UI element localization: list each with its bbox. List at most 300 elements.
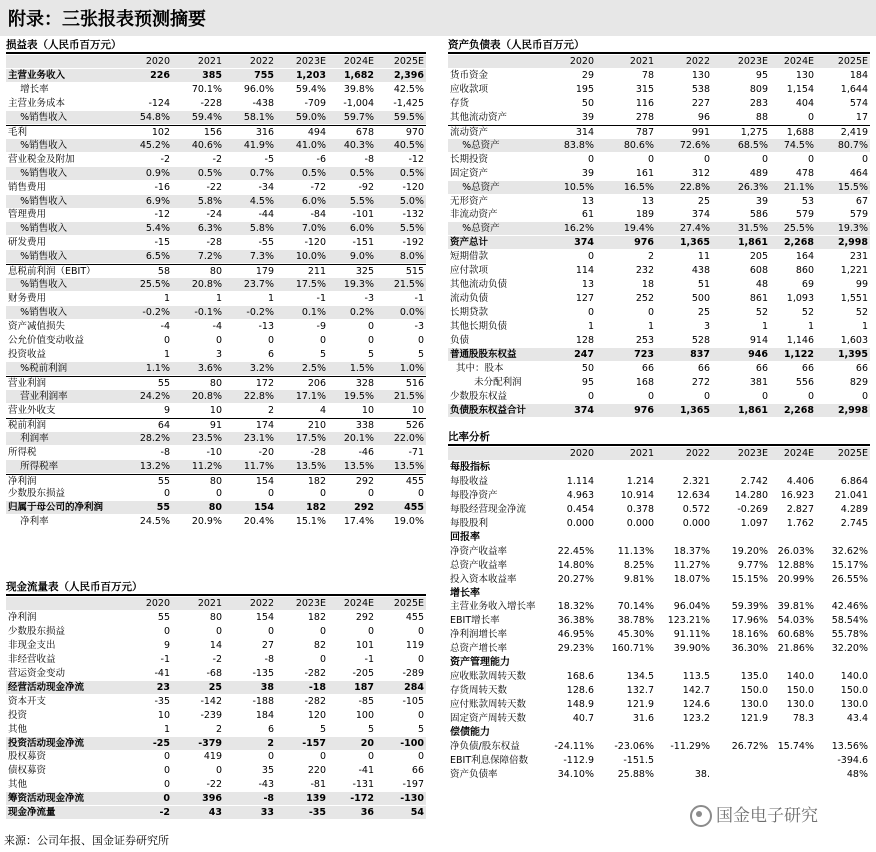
cell-value: 0.378 — [626, 503, 654, 515]
row-label: %销售收入 — [8, 251, 68, 263]
cell-value: -12 — [154, 209, 170, 221]
cell-value: 150.0 — [840, 685, 868, 697]
table-row — [448, 698, 870, 711]
cell-value: 119 — [405, 639, 424, 651]
cell-value: 154 — [255, 475, 274, 487]
cell-value: 0 — [267, 488, 274, 500]
year-header: 2023E — [295, 598, 326, 609]
cell-value: 59.0% — [295, 111, 326, 123]
cell-value: -23.06% — [614, 740, 654, 752]
cell-value: 58.1% — [243, 111, 274, 123]
right-panel — [448, 38, 870, 828]
cell-value: 500 — [691, 293, 710, 305]
row-label: 总资产增长率 — [450, 643, 508, 655]
cell-value: 135.0 — [740, 671, 768, 683]
row-label: %总资产 — [450, 181, 500, 193]
cell-value: 860 — [795, 265, 814, 277]
cell-value: 226 — [150, 69, 170, 81]
left-panel — [6, 38, 426, 828]
cell-value: 25.5% — [783, 223, 814, 235]
cell-value: -13 — [258, 321, 274, 333]
row-label: 非经营收益 — [8, 653, 56, 665]
cell-value: 12.634 — [676, 489, 710, 501]
cell-value: 0 — [367, 488, 374, 500]
cell-value: 25.5% — [139, 279, 170, 291]
cell-value: 28.2% — [139, 432, 170, 444]
table-row — [448, 167, 870, 180]
cell-value: 40.5% — [393, 139, 424, 151]
row-label: 应收账款周转天数 — [450, 671, 527, 683]
row-label: 存货周转天数 — [450, 685, 508, 697]
cell-value: 1 — [807, 321, 814, 333]
cell-value: 404 — [795, 97, 814, 109]
table-row — [6, 125, 426, 139]
ratio-group-title: 每股指标 — [450, 461, 490, 473]
cell-value: 2 — [647, 251, 654, 263]
table-row — [6, 376, 426, 390]
page-title: 附录：三张报表预测摘要 — [8, 9, 206, 30]
cell-value: 1,682 — [343, 69, 374, 81]
cell-value: 130.0 — [840, 699, 868, 711]
row-label: 普通股股东权益 — [450, 348, 517, 360]
row-label: 其他流动资产 — [450, 111, 508, 123]
cell-value: 1.097 — [740, 517, 768, 529]
cell-value: 5 — [367, 348, 374, 360]
table-row — [6, 432, 426, 445]
cell-value: 51 — [697, 279, 710, 291]
cell-value: -1 — [160, 653, 170, 665]
cell-value: 52 — [801, 307, 814, 319]
table-row — [448, 768, 870, 781]
cell-value: 13 — [581, 195, 594, 207]
cell-value: 17.4% — [343, 516, 374, 528]
cell-value: 12.88% — [777, 559, 814, 571]
cell-value: 32.62% — [831, 545, 868, 557]
cell-value: 96.0% — [243, 83, 274, 95]
cell-value: 83.8% — [563, 139, 594, 151]
table-row — [448, 404, 870, 417]
row-label: 主营业务收入增长率 — [450, 601, 536, 613]
cell-value: -22 — [206, 779, 222, 791]
cell-value: 39.90% — [673, 643, 710, 655]
cell-value: 18.07% — [673, 573, 710, 585]
cell-value: 579 — [795, 209, 814, 221]
cell-value: 586 — [749, 209, 768, 221]
cell-value: 36.30% — [731, 643, 768, 655]
row-label: 增长率 — [8, 83, 49, 95]
cell-value: 39 — [581, 167, 594, 179]
row-label: %销售收入 — [8, 167, 68, 179]
row-label: 现金净流量 — [8, 807, 56, 819]
cell-value: 4.5% — [249, 195, 274, 207]
cell-value: 160.71% — [611, 643, 654, 655]
cell-value: 5.5% — [349, 195, 374, 207]
cell-value: 55 — [157, 475, 170, 487]
cell-value: -105 — [402, 695, 424, 707]
cell-value: -22 — [206, 181, 222, 193]
year-header: 2020 — [145, 56, 170, 67]
table-row — [6, 250, 426, 263]
row-label: 净利率 — [8, 516, 49, 528]
table-row — [448, 362, 870, 375]
cell-value: -131 — [352, 779, 374, 791]
cell-value: 33 — [260, 807, 274, 819]
cell-value: 96 — [697, 111, 710, 123]
cell-value: 608 — [749, 265, 768, 277]
cell-value: 80.6% — [623, 139, 654, 151]
cell-value: 22.0% — [393, 432, 424, 444]
cell-value: 91.11% — [673, 629, 710, 641]
cell-value: -282 — [304, 667, 326, 679]
year-header: 2020 — [569, 56, 594, 67]
cell-value: 91 — [209, 419, 222, 431]
table-row — [6, 515, 426, 528]
table-row — [6, 167, 426, 180]
cell-value: 0 — [861, 390, 868, 402]
cell-value: 164 — [795, 251, 814, 263]
row-label: 未分配利润 — [450, 376, 522, 388]
table-row — [6, 764, 426, 777]
cell-value: 150.0 — [786, 685, 814, 697]
cell-value: 0 — [647, 307, 654, 319]
row-label: 净负债/股东权益 — [450, 740, 520, 752]
cell-value: 9.0% — [349, 251, 374, 263]
cell-value: 59.4% — [295, 83, 326, 95]
cell-value: 210 — [307, 419, 326, 431]
cell-value: 528 — [691, 335, 710, 346]
cell-value: 17.5% — [295, 279, 326, 291]
cell-value: 187 — [354, 681, 374, 693]
cell-value: 13.5% — [343, 460, 374, 472]
cell-value: 19.3% — [343, 279, 374, 291]
cell-value: 0.9% — [145, 167, 170, 179]
cell-value: 5.4% — [145, 223, 170, 235]
cell-value: 59.7% — [343, 111, 374, 123]
table-row — [448, 628, 870, 641]
cell-value: 17.96% — [731, 615, 768, 627]
cell-value: 39 — [581, 111, 594, 123]
cell-value: -228 — [200, 97, 222, 109]
cell-value: 0 — [587, 251, 594, 263]
cell-value: 18.16% — [731, 629, 768, 641]
cell-value: 20.9% — [191, 516, 222, 528]
cell-value: 2.321 — [682, 475, 710, 487]
table-row — [448, 573, 870, 586]
table-row — [448, 740, 870, 753]
ratio-group-title: 偿债能力 — [450, 727, 490, 738]
row-label: 经营活动现金净流 — [8, 681, 85, 693]
table-row — [6, 639, 426, 652]
table-row — [6, 474, 426, 488]
table-row — [6, 792, 426, 805]
cell-value: 10.5% — [563, 181, 594, 193]
cell-value: -112.9 — [563, 754, 594, 766]
cell-value: 88 — [755, 111, 768, 123]
cell-value: 0 — [215, 765, 222, 777]
cell-value: -100 — [400, 737, 424, 749]
year-header: 2022 — [249, 598, 274, 609]
cell-value: 21.5% — [393, 279, 424, 291]
table-row — [448, 222, 870, 235]
cell-value: 0 — [367, 321, 374, 333]
cell-value: 312 — [691, 167, 710, 179]
cell-value: 0 — [807, 111, 814, 123]
cell-value: 25 — [208, 681, 222, 693]
cell-value: 0 — [647, 153, 654, 165]
cell-value: -3 — [414, 321, 424, 333]
row-label: 资产减值损失 — [8, 321, 66, 333]
row-label: 固定资产周转天数 — [450, 713, 527, 725]
cell-value: 23.7% — [243, 279, 274, 291]
cell-value: 154 — [254, 502, 274, 514]
cell-value: 24.5% — [139, 516, 170, 528]
cell-value: 45.2% — [139, 139, 170, 151]
cell-value: 50 — [581, 362, 594, 374]
table-row — [448, 278, 870, 291]
cell-value: 19.20% — [731, 545, 768, 557]
cell-value: 19.4% — [623, 223, 654, 235]
cell-value: -43 — [258, 779, 274, 791]
cell-value: 252 — [635, 293, 654, 305]
cell-value: 46.95% — [557, 629, 594, 641]
cell-value: 0 — [215, 625, 222, 637]
row-label: %总资产 — [450, 139, 500, 151]
cell-value: 1.214 — [626, 475, 654, 487]
cell-value: -46 — [358, 446, 374, 458]
row-label: %税前利润 — [8, 362, 68, 374]
table-row — [6, 418, 426, 432]
row-label: %销售收入 — [8, 223, 68, 235]
table-row — [6, 153, 426, 166]
table-row — [6, 611, 426, 624]
cell-value: 128 — [575, 335, 594, 346]
table-row — [6, 404, 426, 417]
row-label: 总资产收益率 — [450, 559, 508, 571]
cell-value: 15.1% — [295, 516, 326, 528]
cell-value: -11.29% — [670, 740, 710, 752]
cell-value: -282 — [304, 695, 326, 707]
table-row — [6, 97, 426, 110]
cell-value: 2.742 — [740, 475, 768, 487]
ratios-header-row — [448, 447, 870, 460]
cell-value: 2 — [267, 404, 274, 416]
cell-value: 22.8% — [679, 181, 710, 193]
cell-value: 42.5% — [393, 83, 424, 95]
cell-value: 5 — [319, 348, 326, 360]
cell-value: 0 — [267, 335, 274, 346]
cell-value: 80 — [209, 266, 222, 278]
balance-header-row — [448, 55, 870, 68]
cell-value: 102 — [151, 126, 170, 138]
cell-value: 0 — [319, 335, 326, 346]
cell-value: 755 — [254, 69, 274, 81]
cell-value: -0.2% — [142, 307, 170, 319]
row-label: 无形资产 — [450, 195, 489, 207]
cell-value: 976 — [634, 237, 654, 249]
row-label: %销售收入 — [8, 279, 68, 291]
cell-value: 36 — [360, 807, 374, 819]
table-row — [448, 236, 870, 249]
cell-value: 39.81% — [777, 601, 814, 613]
table-row — [6, 195, 426, 208]
cell-value: 27.4% — [679, 223, 710, 235]
table-row — [448, 153, 870, 166]
row-label: 每股股利 — [450, 517, 489, 529]
cell-value: 1.0% — [399, 362, 424, 374]
row-label: %销售收入 — [8, 195, 68, 207]
cell-value: 538 — [691, 83, 710, 95]
cell-value: 26.72% — [731, 740, 768, 752]
row-label: 资产负债率 — [450, 768, 498, 780]
row-label: 营运资金变动 — [8, 667, 66, 679]
table-row — [448, 489, 870, 502]
year-header: 2024E — [783, 448, 814, 459]
cell-value: 20.27% — [557, 573, 594, 585]
cell-value: 113.5 — [682, 671, 710, 683]
income-header-row — [6, 55, 426, 68]
cell-value: 6.5% — [145, 251, 170, 263]
table-row — [6, 723, 426, 736]
cell-value: 32.20% — [831, 643, 868, 655]
cell-value: -239 — [200, 709, 222, 721]
row-label: 营业利润率 — [8, 390, 68, 402]
cell-value: -192 — [402, 237, 424, 249]
table-row — [6, 222, 426, 235]
cell-value: 19.3% — [837, 223, 868, 235]
cell-value: 72.6% — [679, 139, 710, 151]
year-header: 2021 — [197, 56, 222, 67]
cell-value: 26.55% — [831, 573, 868, 585]
cell-value: 253 — [635, 335, 654, 346]
cell-value: 7.0% — [301, 223, 326, 235]
row-label: %销售收入 — [8, 139, 68, 151]
table-row — [448, 195, 870, 208]
cell-value: 1.762 — [786, 517, 814, 529]
year-header: 2022 — [249, 56, 274, 67]
cell-value: 66 — [697, 362, 710, 374]
table-row — [448, 390, 870, 403]
cell-value: 17.1% — [295, 390, 326, 402]
ratios-table-title: 比率分析 — [448, 431, 490, 443]
table-row — [448, 264, 870, 277]
cell-value: 7.3% — [249, 251, 274, 263]
cell-value: 123.21% — [667, 615, 710, 627]
row-label: 应付款项 — [450, 265, 489, 277]
cell-value: 42.46% — [831, 601, 868, 613]
cell-value: 0 — [163, 765, 170, 777]
cell-value: 48% — [846, 768, 868, 780]
row-label: 利润率 — [8, 432, 49, 444]
cell-value: 38. — [694, 768, 710, 780]
cell-value: 1,861 — [737, 404, 768, 416]
cell-value: 9 — [163, 404, 170, 416]
cell-value: 189 — [635, 209, 654, 221]
cell-value: 0 — [807, 153, 814, 165]
row-label: 资本开支 — [8, 695, 47, 707]
cell-value: 314 — [575, 126, 594, 138]
row-label: 债权募资 — [8, 765, 47, 777]
year-header: 2021 — [629, 448, 654, 459]
cell-value: 50 — [581, 97, 594, 109]
cell-value: 0 — [761, 390, 768, 402]
cell-value: 0 — [587, 153, 594, 165]
cell-value: 61 — [581, 209, 594, 221]
cell-value: 74.5% — [783, 139, 814, 151]
cell-value: 99 — [855, 279, 868, 291]
cell-value: 6.864 — [840, 475, 868, 487]
cell-value: 2.5% — [301, 362, 326, 374]
cell-value: 5.8% — [249, 223, 274, 235]
row-label: 净利润 — [8, 475, 37, 487]
cell-value: 206 — [307, 377, 326, 389]
table-row — [6, 750, 426, 763]
cashflow-table-title: 现金流量表（人民币百万元） — [6, 581, 143, 593]
cell-value: 385 — [202, 69, 222, 81]
cell-value: 1 — [861, 321, 868, 333]
cell-value: 574 — [849, 97, 868, 109]
cell-value: 130 — [795, 69, 814, 81]
cell-value: -12 — [408, 153, 424, 165]
cell-value: -8 — [263, 793, 274, 805]
cell-value: 182 — [306, 502, 326, 514]
cell-value: 1,203 — [295, 69, 326, 81]
cell-value: 14.280 — [734, 489, 768, 501]
cell-value: -0.2% — [246, 307, 274, 319]
cell-value: 0 — [417, 335, 424, 346]
cell-value: -135 — [252, 667, 274, 679]
cell-value: 55 — [156, 502, 170, 514]
cell-value: 0 — [319, 488, 326, 500]
cell-value: 150.0 — [740, 685, 768, 697]
cell-value: -81 — [310, 779, 326, 791]
cell-value: 66 — [801, 362, 814, 374]
cell-value: 114 — [575, 265, 594, 277]
cell-value: 123.2 — [682, 713, 710, 725]
row-label: 流动资产 — [450, 126, 489, 138]
row-label: %总资产 — [450, 223, 500, 235]
cell-value: 54.8% — [139, 111, 170, 123]
cell-value: -438 — [252, 97, 274, 109]
cell-value: -394.6 — [837, 754, 868, 766]
cell-value: 455 — [404, 502, 424, 514]
cell-value: 678 — [355, 126, 374, 138]
cell-value: 20.1% — [343, 432, 374, 444]
cell-value: 2,268 — [783, 404, 814, 416]
cell-value: -124 — [148, 97, 170, 109]
cell-value: 22.45% — [557, 545, 594, 557]
cell-value: 95 — [581, 376, 594, 388]
cell-value: 0 — [417, 625, 424, 637]
cell-value: 16.923 — [780, 489, 814, 501]
cell-value: -130 — [400, 793, 424, 805]
cell-value: 6 — [267, 348, 274, 360]
cell-value: 516 — [405, 377, 424, 389]
table-row — [448, 754, 870, 767]
cell-value: -142 — [200, 695, 222, 707]
table-row — [6, 334, 426, 347]
cell-value: 579 — [849, 209, 868, 221]
cell-value: 161 — [635, 167, 654, 179]
cell-value: 15.15% — [731, 573, 768, 585]
row-label: %销售收入 — [8, 111, 68, 123]
cell-value: 227 — [691, 97, 710, 109]
cell-value: 1 — [761, 321, 768, 333]
cell-value: 0.0% — [399, 307, 424, 319]
row-label: 长期投资 — [450, 153, 489, 165]
cell-value: 68.5% — [737, 139, 768, 151]
table-row — [6, 446, 426, 459]
cell-value: 0 — [215, 488, 222, 500]
